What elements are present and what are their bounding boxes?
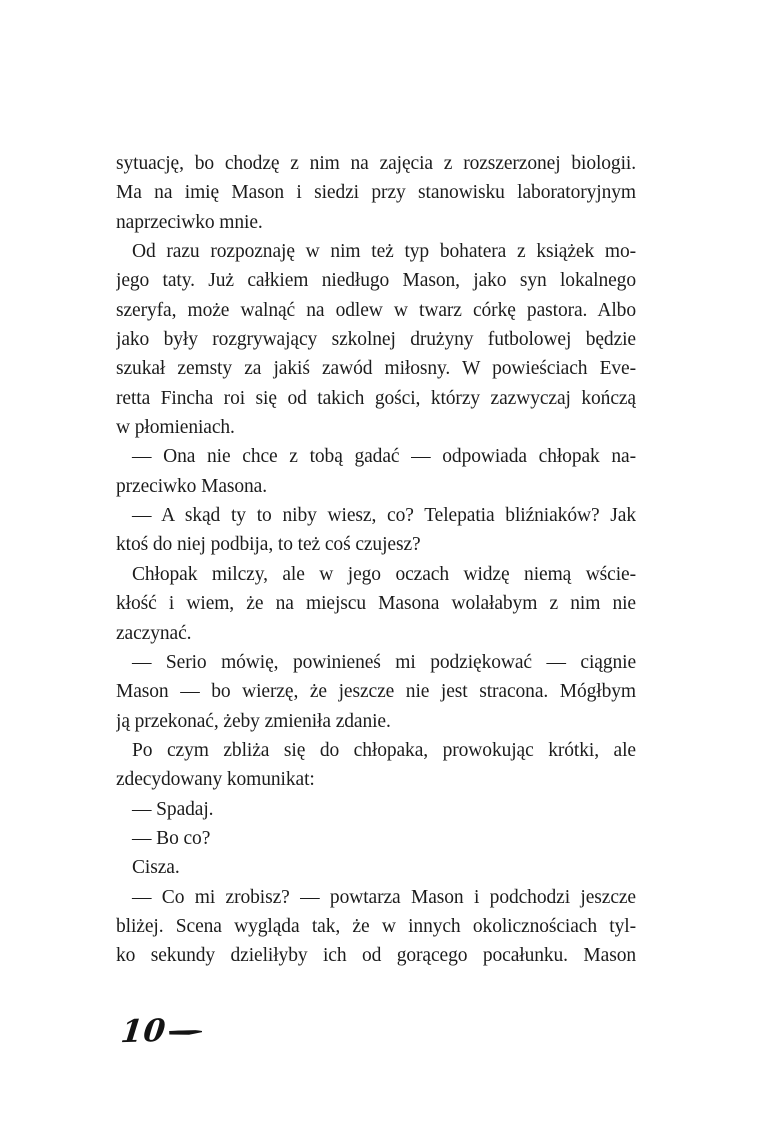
text-line: — Serio mówię, powinieneś mi podziękować — ciągnie xyxy=(132,651,636,673)
text-line: kłość i wiem, że na miejscu Masona wolałabym z nim nie xyxy=(116,593,636,615)
text-line: ko sekundy dzieliłyby ich od gorącego pocałunku. Mason xyxy=(116,945,636,967)
text-line: — Ona nie chce z tobą gadać — odpowiada chłopak na- xyxy=(132,446,636,468)
text-line: retta Fincha roi się od takich gości, którzy zazwyczaj kończą xyxy=(116,387,636,409)
text-line: zaczynać. xyxy=(116,622,192,644)
text-line: naprzeciwko mnie. xyxy=(116,211,263,233)
text-line: jego taty. Już całkiem niedługo Mason, jako syn lokalnego xyxy=(116,270,636,292)
text-line: ją przekonać, żeby zmieniła zdanie. xyxy=(116,710,391,732)
text-line: bliżej. Scena wygląda tak, że w innych okolicznościach tyl- xyxy=(116,915,636,937)
text-line: Cisza. xyxy=(132,857,180,879)
text-line: Od razu rozpoznaję w nim też typ bohatera z książek mo- xyxy=(132,241,636,263)
text-line: — Spadaj. xyxy=(132,798,214,820)
text-line: Mason — bo wierzę, że jeszcze nie jest stracona. Mógłbym xyxy=(116,681,636,703)
text-line: jako były rozgrywający szkolnej drużyny futbolowej będzie xyxy=(116,329,636,351)
page-number xyxy=(118,1012,203,1051)
text-line: — Co mi zrobisz? — powtarza Mason i podchodzi jeszcze xyxy=(132,886,636,908)
page-number-dash xyxy=(169,1029,202,1035)
text-line: Chłopak milczy, ale w jego oczach widzę niemą wście- xyxy=(132,563,636,585)
text-line: — A skąd ty to niby wiesz, co? Telepatia bliźniaków? Jak xyxy=(132,505,636,527)
text-line: ktoś do niej podbija, to też coś czujesz? xyxy=(116,534,421,556)
text-line: szeryfa, może walnąć na odlew w twarz córkę pastora. Albo xyxy=(116,299,636,321)
page-text xyxy=(116,149,636,971)
text-line: Ma na imię Mason i siedzi przy stanowisku laboratoryjnym xyxy=(116,182,636,204)
text-line: przeciwko Masona. xyxy=(116,475,267,497)
page-number-digits: 10 xyxy=(118,1012,169,1051)
text-line: — Bo co? xyxy=(132,827,211,849)
text-line: zdecydowany komunikat: xyxy=(116,769,315,791)
text-line: sytuację, bo chodzę z nim na zajęcia z rozszerzonej biologii. xyxy=(116,153,636,174)
text-line: szukał zemsty za jakiś zawód miłosny. W powieściach Eve- xyxy=(116,358,636,380)
text-line: Po czym zbliża się do chłopaka, prowokując krótki, ale xyxy=(132,739,636,761)
text-line: w płomieniach. xyxy=(116,417,235,439)
